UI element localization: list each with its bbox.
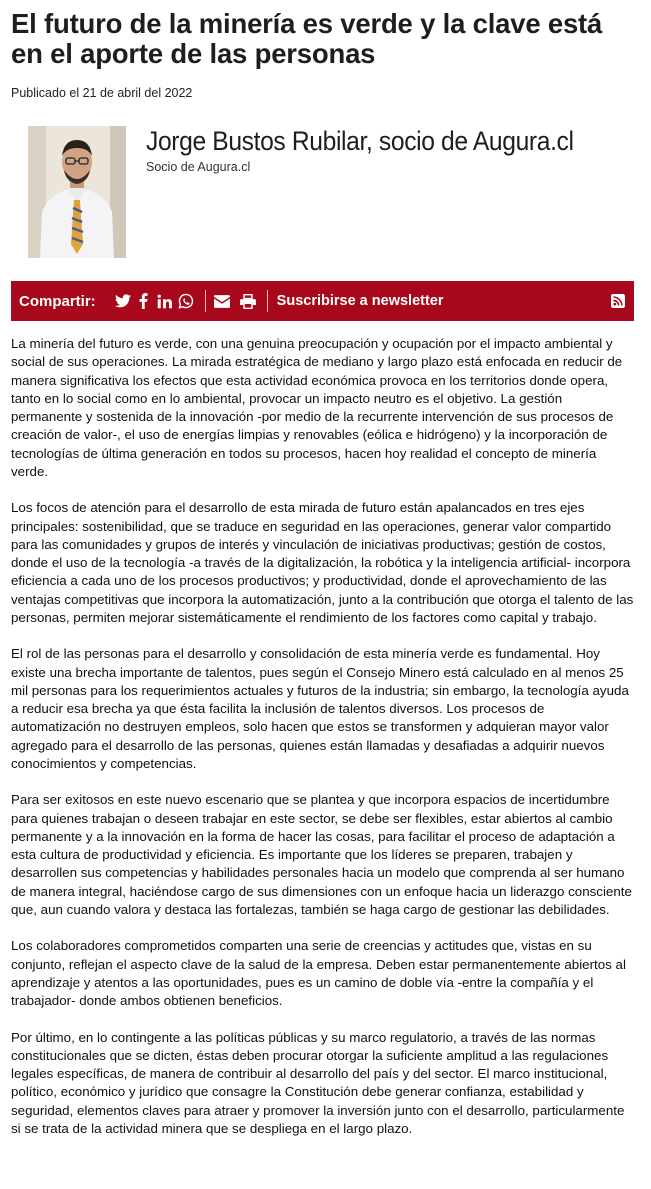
article-paragraph: Para ser exitosos en este nuevo escenario que se plantea y que incorpora espacios de incertidumbre para quienes trabajan o deseen trabajar en este sector, se debe ser flexibles, estar abiertos al cambio permanente y a la innovación en la forma de hacer las cosas, para facilitar el proceso de adaptación a esta cultura de productividad y eficiencia. Es importante que los líderes se preparen, trabajen y desarrollen sus competencias y habilidades personales hacia un modelo que comprenda al ser humano de manera integral, haciéndose cargo de sus dimensiones con un enfoque hacia un liderazgo consciente que, aun cuando valora y destaca las fortalezas, también se haga cargo de gestionar las debilidades. — [11, 792, 632, 917]
article-paragraph: Por último, en lo contingente a las políticas públicas y su marco regulatorio, a través de las normas constitucionales que se dicten, éstas deben procurar otorgar la suficiente amplitud a las regulaciones legales específicas, de manera de contribuir al desarrollo del país y del sector. El marco institucional, político, económico y jurídico que consagre la Constitución debe generar confianza, estabilidad y seguridad, elementos claves para atraer y promover la inversión junto con el desarrollo, particularmente si se trata de la actividad minera que se despliega en el largo plazo. — [11, 1029, 625, 1136]
author-role: Socio de Augura.cl — [146, 160, 251, 174]
linkedin-icon[interactable] — [156, 292, 174, 310]
email-icon[interactable] — [213, 292, 231, 310]
newsletter-subscribe-link[interactable]: Suscribirse a newsletter — [276, 293, 444, 309]
article-paragraph: El rol de las personas para el desarrollo y consolidación de esta minería verde es fundamental. Hoy existe una brecha importante de talentos, pues según el Consejo Minero está calculado en al menos 25 mil personas para los requerimientos actuales y futuros de la industria; sin embargo, la tecnología ayuda a reducir esa brecha ya que ésta facilita la inclusión de talentos diversos. Los procesos de automatización no destruyen empleos, solo hacen que estos se transformen y adquieran mayor valor agregado para el desarrollo de las personas, quienes están llamadas y desafiadas a adquirir nuevos conocimientos y competencias. — [11, 646, 629, 771]
rss-icon[interactable] — [611, 294, 625, 308]
share-label: Compartir: — [19, 292, 96, 310]
article-body — [11, 335, 636, 1156]
whatsapp-icon[interactable] — [177, 292, 195, 310]
article-paragraph: La minería del futuro es verde, con una genuina preocupación y ocupación por el impacto ambiental y social de sus operaciones. La mirada estratégica de mediano y largo plazo está enfocada en reducir de manera significativa los efectos que esta actividad económica provoca en los territorios donde opera, tanto en lo social como en lo ambiental, provocar un impacto neutro es el objetivo. La gestión permanente y sostenida de la innovación -por medio de la recurrente intervención de sus procesos de creación de valor-, el uso de energías limpias y renovables (eólica e hidrógeno) y la incorporación de tecnologías de última generación en todos su procesos, hacen hoy realidad el concepto de minería verde. — [11, 336, 623, 479]
author-name[interactable]: Jorge Bustos Rubilar, socio de Augura.cl — [146, 126, 574, 156]
share-icons — [114, 292, 198, 310]
print-icon[interactable] — [239, 292, 257, 310]
share-divider — [205, 290, 206, 312]
share-icons-secondary — [213, 292, 260, 310]
article-title: El futuro de la minería es verde y la clave está en el aporte de las personas — [11, 8, 603, 69]
facebook-icon[interactable] — [135, 292, 153, 310]
article-paragraph: Los colaboradores comprometidos comparten una serie de creencias y actitudes que, vistas en su conjunto, reflejan el aspecto clave de la salud de la empresa. Deben estar permanentemente abiertos al aprendizaje y atentos a las oportunidades, pues es un camino de doble vía -entre la compañía y el trabajador- donde ambos obtienen beneficios. — [11, 938, 626, 1008]
share-bar — [11, 281, 634, 321]
twitter-icon[interactable] — [114, 292, 132, 310]
author-photo — [28, 126, 126, 258]
share-divider-2 — [267, 290, 268, 312]
article-paragraph: Los focos de atención para el desarrollo de esta mirada de futuro están apalancados en tres ejes principales: sostenibilidad, que se traduce en seguridad en las operaciones, generar valor compartido para las comunidades y grupos de interés y vinculación de iniciativas productivas; gestión de costos, donde el uso de la tecnología -a través de la digitalización, la robótica y la inteligencia artificial- incorpora eficiencia a cada uno de los procesos productivos; y productividad, donde el aprovechamiento de las ventajas competitivas que incorpora la automatización, junto a la contribución que otorga el talento de las personas, permiten mejorar sistemáticamente el rendimiento de los factores como capital y trabajo. — [11, 500, 634, 625]
publish-date: Publicado el 21 de abril del 2022 — [11, 86, 193, 100]
